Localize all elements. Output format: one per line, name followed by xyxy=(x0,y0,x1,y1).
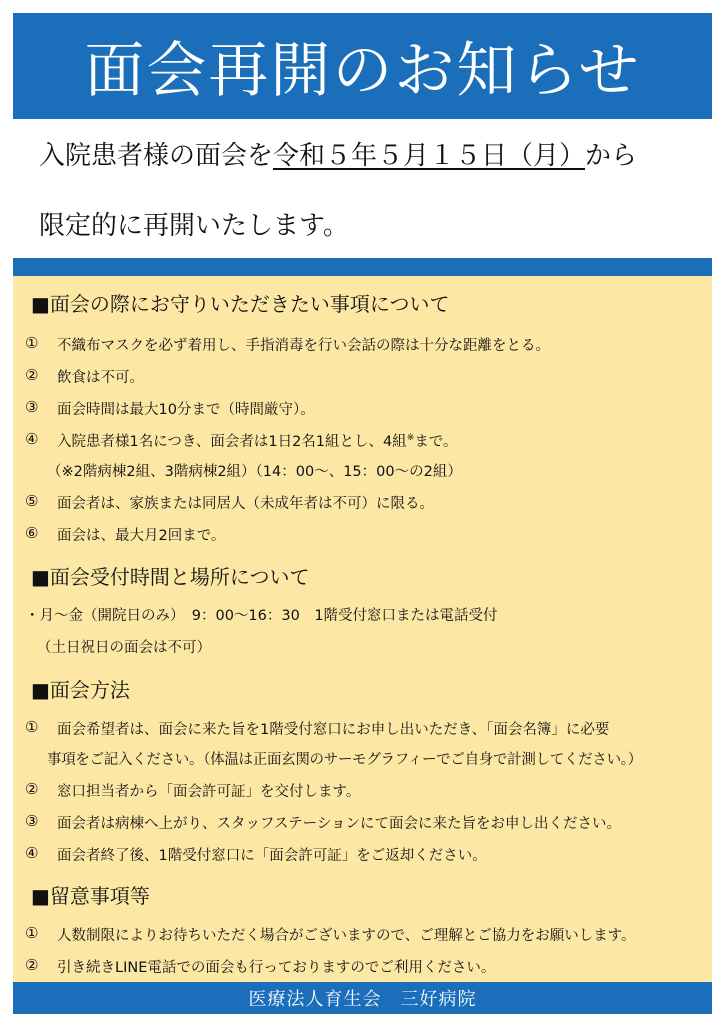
reception-note: （土日祝日の面会は不可） xyxy=(37,640,211,656)
notice-title-banner xyxy=(13,13,712,119)
section-heading-method: ■面会方法 xyxy=(31,678,130,702)
hospital-name: 医療法人育生会 三好病院 xyxy=(248,989,477,1010)
section-heading-rules: ■面会の際にお守りいただきたい事項について xyxy=(31,292,450,316)
intro-line-1: 入院患者様の面会を令和５年５月１５日（月）から xyxy=(39,141,638,171)
section-heading-hours: ■面会受付時間と場所について xyxy=(31,565,310,589)
info-panel: ■面会の際にお守りいただきたい事項について ① 不織布マスクを必ず着用し、手指消毒を行い会話の際は十分な距離をとる。 ② 飲食は不可。 ③ 面会時間は最大10分まで（時間厳守）。 ④ 入院患者様1名につき、面会者は1日2名1組とし、4組※まで。 （※2階病棟2組、3階病棟2組）（14：00～、15：00～の2組） ⑤ 面会者は、家族または同居人（未成年者は不可）に限る。 ⑥ 面会は、最大月2回まで。 ■面会受付時間と場所について ・月～金（開院日のみ） 9：00～16：30 1階受付窓口または電話受付 （土日祝日の面会は不可） ■面会方法 ① 面会希望者は、面会に来た旨を1階受付窓口にお申し出いただき、「面会名簿」に必要 事項をご記入ください。（体温は正面玄関のサーモグラフィーでご自身で計測してください。） ② 窓口担当者から「面会許可証」を交付します。 ③ 面会者は病棟へ上がり、スタッフステーションにて面会に来た旨をお申し出ください。 ④ 面会者終了後、1階受付窓口に「面会許可証」をご返却ください。 ■留意事項等 ① 人数制限によりお待ちいただく場合がございますので、ご理解とご協力をお願いします。 ② 引き続きLINE電話での面会も行っておりますのでご利用ください。 xyxy=(13,276,712,982)
divider-strip xyxy=(13,258,712,276)
reopen-date: 令和５年５月１５日（月） xyxy=(273,141,586,171)
hospital-footer xyxy=(13,982,712,1014)
intro-line-2: 限定的に再開いたします。 xyxy=(39,211,349,241)
section-heading-notes: ■留意事項等 xyxy=(31,884,150,908)
page-title: 面会再開のお知らせ xyxy=(84,36,641,106)
reception-hours: ・月～金（開院日のみ） 9：00～16：30 1階受付窓口または電話受付 xyxy=(25,608,498,624)
